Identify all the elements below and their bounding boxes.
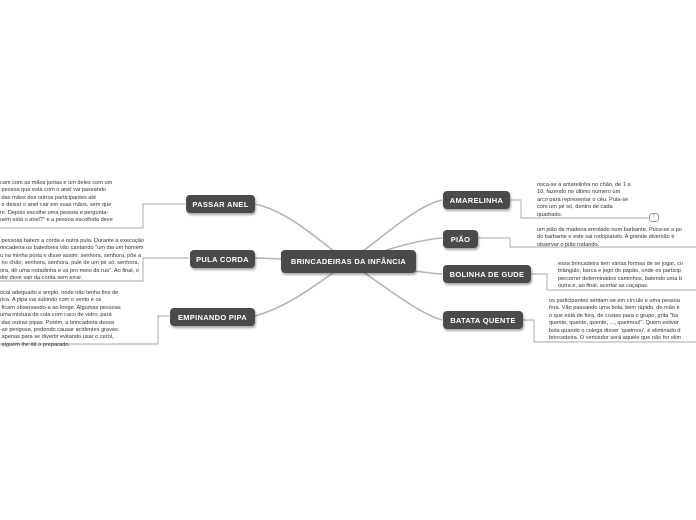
note-passar-anel: cam com as mãos juntas e um deles com um pessoa que está com o anel vai passando das mãos dos outros participantes até e deixar o anel cair em suas mãos, sem que m. Depois escolhe uma pessoa e pergunta- uem está o anel?" e a pessoa escolhida deve	[0, 180, 113, 224]
note-batata-quente: os participantes sentam-se em círculo e uma pessoa fora. Vão passando uma bola, bem rápido, de mão e o que está de fora, de costas para o grupo, grita "ba quente, quente, quente, ..., queimou!". Quem estiver bola quando o colega disser 'queimou', é eliminado d brincadeira. O vencedor será aquele que não for elim	[549, 298, 682, 342]
topic-passar-anel-label: PASSAR ANEL	[192, 199, 249, 209]
topic-batata-quente[interactable]	[443, 311, 523, 329]
central-topic-label: BRINCADEIRAS DA INFÂNCIA	[290, 257, 407, 266]
note-bolinha-de-gude: essa brincadeira tem várias formas de se jogar, co triângulo, barca e jogo do papão, onde os particip percorrer determinados caminhos, batendo uma b outra e, ao final, acertar as caçapas.	[558, 261, 683, 290]
note-pula-corda: pessoas batem a corda e outra pula. Durante a execução rincadeira os batedores vão cantando "um dia um homem u na minha porta e disse assim: senhora, senhora, põe a no chão; senhora, senhora, pule de um pé só; senhora, ora, dê uma rodadinha e vá pro meio da rua". Ao final, o dor deve sair da corda sem errar.	[0, 238, 144, 282]
central-topic[interactable]	[281, 250, 416, 273]
topic-amarelinha[interactable]	[443, 191, 510, 209]
topic-empinando-pipa[interactable]	[170, 308, 255, 326]
topic-passar-anel[interactable]	[186, 195, 255, 213]
topic-batata-quente-label: BATATA QUENTE	[450, 315, 516, 325]
topic-bolinha-de-gude[interactable]	[443, 265, 531, 283]
topic-pula-corda[interactable]	[190, 250, 255, 268]
note-indicator-icon[interactable]: !	[649, 213, 659, 222]
topic-piao[interactable]	[443, 230, 478, 248]
note-amarelinha: risca-se a amarelinha no chão, de 1 a 10, fazendo no último número um arco para representar o céu. Pula-se com um pé só, dentro de cada quadrado.	[537, 182, 631, 218]
topic-empinando-pipa-label: EMPINANDO PIPA	[177, 312, 248, 322]
topic-amarelinha-label: AMARELINHA	[449, 195, 504, 205]
topic-piao-label: PIÃO	[450, 234, 471, 244]
topic-pula-corda-label: PULA CORDA	[196, 254, 249, 264]
topic-bolinha-de-gude-label: BOLINHA DE GUDE	[449, 269, 525, 279]
note-empinando-pipa: ocal adequado e amplo, onde não tenha fios de rica. A pipa vai subindo com o vento e os ficam observando-a ao longe. Algumas pessoas uma mistura de cola com caco de vidro, para das outras pipas. Porém, a brincadeira dessa -se perigosa, podendo causar acidentes graves. apenas para se divertir evitando usar o cerol, alguém lhe dê o preparado.	[0, 290, 121, 348]
note-piao: um pião de madeira enrolado num barbante. Puxa-se a po do barbante e este sai rodopiando. A grande diversão é observar o pião rodando.	[537, 227, 682, 248]
